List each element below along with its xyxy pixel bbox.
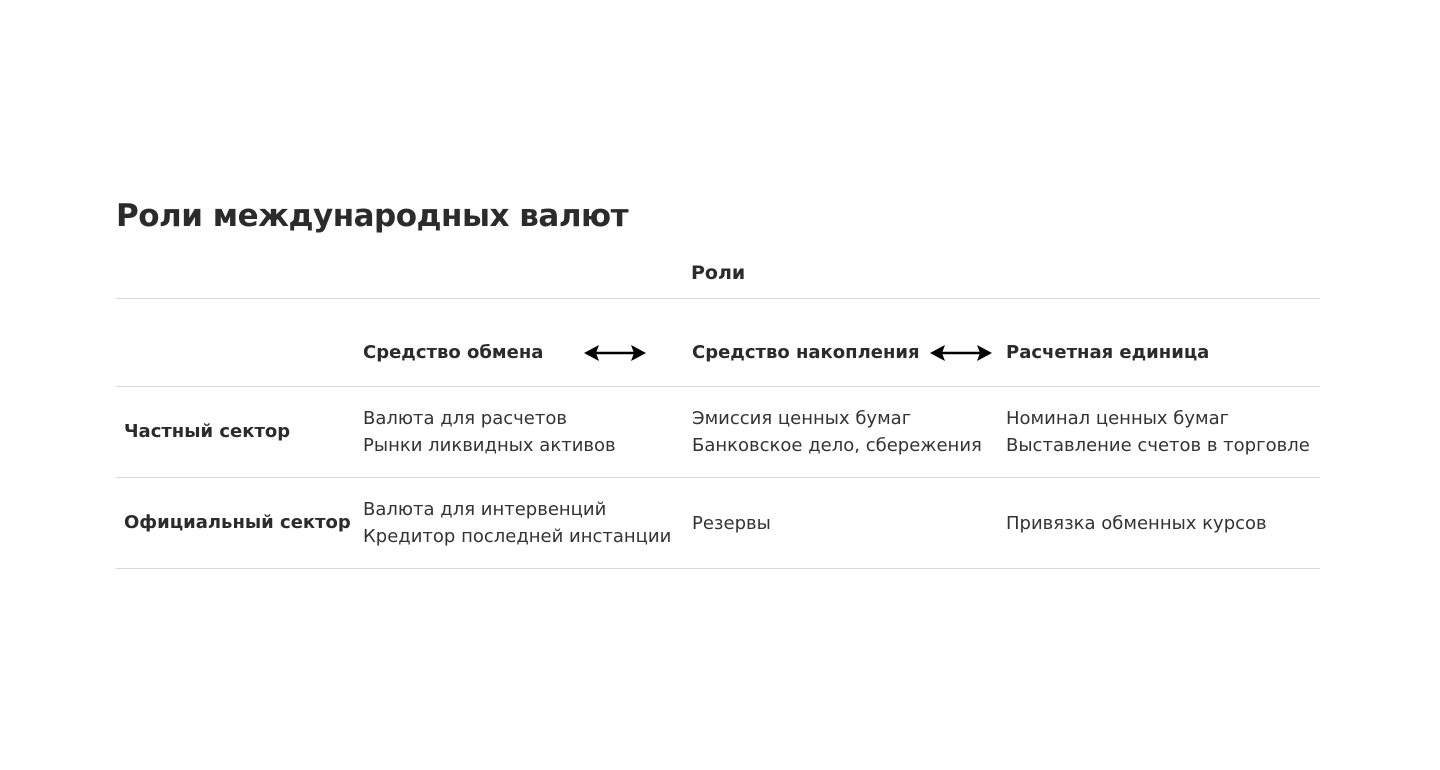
divider-row [116,477,1320,478]
roles-group-header: Роли [691,262,746,284]
table-cell [1006,510,1267,537]
table-cell [363,405,616,459]
cell-line: Резервы [692,513,771,534]
page-title: Роли международных валют [116,198,629,234]
column-header-unit-of-account: Расчетная единица [1006,342,1210,363]
table-cell [1006,405,1310,459]
table-cell [692,510,771,537]
table-cell [363,496,671,550]
double-arrow-icon [930,343,992,363]
row-header-official-sector: Официальный сектор [124,512,351,533]
divider-top [116,298,1320,299]
cell-line: Валюта для расчетов [363,408,567,429]
cell-line: Кредитор последней инстанции [363,526,672,547]
cell-line: Банковское дело, сбережения [692,435,982,456]
cell-line: Рынки ликвидных активов [363,435,616,456]
table-cell [692,405,982,459]
cell-line: Номинал ценных бумаг [1006,408,1230,429]
double-arrow-icon [584,343,646,363]
cell-line: Эмиссия ценных бумаг [692,408,912,429]
divider-bottom [116,568,1320,569]
column-header-store-of-value: Средство накопления [692,342,920,363]
row-header-private-sector: Частный сектор [124,421,291,442]
column-header-medium-of-exchange: Средство обмена [363,342,544,363]
cell-line: Валюта для интервенций [363,499,607,520]
cell-line: Привязка обменных курсов [1006,513,1267,534]
cell-line: Выставление счетов в торговле [1006,435,1310,456]
divider-header [116,386,1320,387]
